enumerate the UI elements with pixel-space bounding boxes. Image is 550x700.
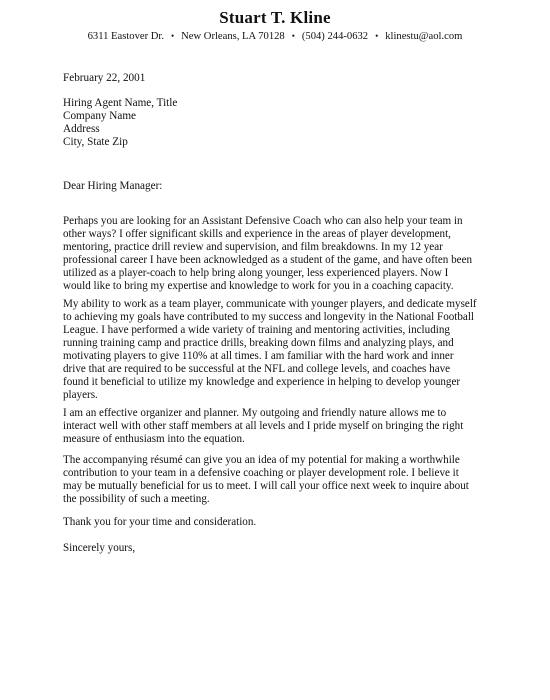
text-line: the possibility of such a meeting. xyxy=(63,493,210,505)
paragraph-experience xyxy=(63,298,503,402)
sender-email: klinestu@aol.com xyxy=(385,31,463,42)
thank-you-line: Thank you for your time and consideration. xyxy=(63,516,257,528)
text-line: drive that are required to be successful at the NFL and college levels, and coaches have xyxy=(63,363,451,375)
salutation: Dear Hiring Manager: xyxy=(63,180,163,192)
sender-name: Stuart T. Kline xyxy=(219,8,331,27)
recipient-line: Address xyxy=(63,123,100,135)
text-line: motivating players to give 110% at all times. I am familiar with the hard work and inner xyxy=(63,350,454,362)
text-line: players. xyxy=(63,389,98,401)
letter-date: February 22, 2001 xyxy=(63,72,146,84)
text-line: My ability to work as a team player, communicate with younger players, and dedicate myself xyxy=(63,298,477,310)
closing-line: Sincerely yours, xyxy=(63,542,136,554)
text-line: found it beneficial to utilize my knowledge and experience in helping to develop younger xyxy=(63,376,461,388)
sender-city: New Orleans, LA 70128 xyxy=(181,31,285,42)
sender-phone: (504) 244-0632 xyxy=(301,31,369,42)
paragraph-resume xyxy=(63,454,503,506)
text-line: Perhaps you are looking for an Assistant Defensive Coach who can also help your team in xyxy=(63,215,463,227)
text-line: The accompanying résumé can give you an idea of my potential for making a worthwhile xyxy=(63,454,460,466)
contact-line xyxy=(0,30,550,43)
letterhead xyxy=(0,8,550,43)
recipient-line: Hiring Agent Name, Title xyxy=(63,97,178,109)
text-line: utilized as a player-coach to help bring along younger, less experienced players. Now I xyxy=(63,267,449,279)
text-line: contribution to your team in a defensive coaching or player development role. I believe it xyxy=(63,467,459,479)
text-line: to achieving my goals have contributed to my success and longevity in the National Football xyxy=(63,311,474,323)
separator-bullet: • xyxy=(375,31,379,41)
text-line: mentoring, practice drill review and supervision, and film breakdowns. In my 12 year xyxy=(63,241,443,253)
sender-address: 6311 Eastover Dr. xyxy=(87,31,164,42)
text-line: measure of enthusiasm into the equation. xyxy=(63,433,245,445)
recipient-line: Company Name xyxy=(63,110,137,122)
separator-bullet: • xyxy=(171,31,175,41)
text-line: League. I have performed a wide variety of training and mentoring activities, including xyxy=(63,324,450,336)
recipient-line: City, State Zip xyxy=(63,136,128,148)
text-line: interact well with other staff members at all levels and I pride myself on bringing the right xyxy=(63,420,464,432)
separator-bullet: • xyxy=(291,31,295,41)
text-line: would like to bring my expertise and knowledge to work for you in a coaching capacity. xyxy=(63,280,454,292)
text-line: other ways? I offer significant skills and experience in the areas of player development, xyxy=(63,228,451,240)
text-line: professional career I have been acknowledged as a student of the game, and have often been xyxy=(63,254,473,266)
paragraph-organizer xyxy=(63,407,503,446)
text-line: running training camp and practice drills, breaking down films and analyzing plays, and xyxy=(63,337,454,349)
text-line: I am an effective organizer and planner. My outgoing and friendly nature allows me to xyxy=(63,407,447,419)
text-line: may be mutually beneficial for us to meet. I will call your office next week to inquire about xyxy=(63,480,469,492)
recipient-address xyxy=(63,97,508,149)
paragraph-introduction xyxy=(63,215,503,293)
